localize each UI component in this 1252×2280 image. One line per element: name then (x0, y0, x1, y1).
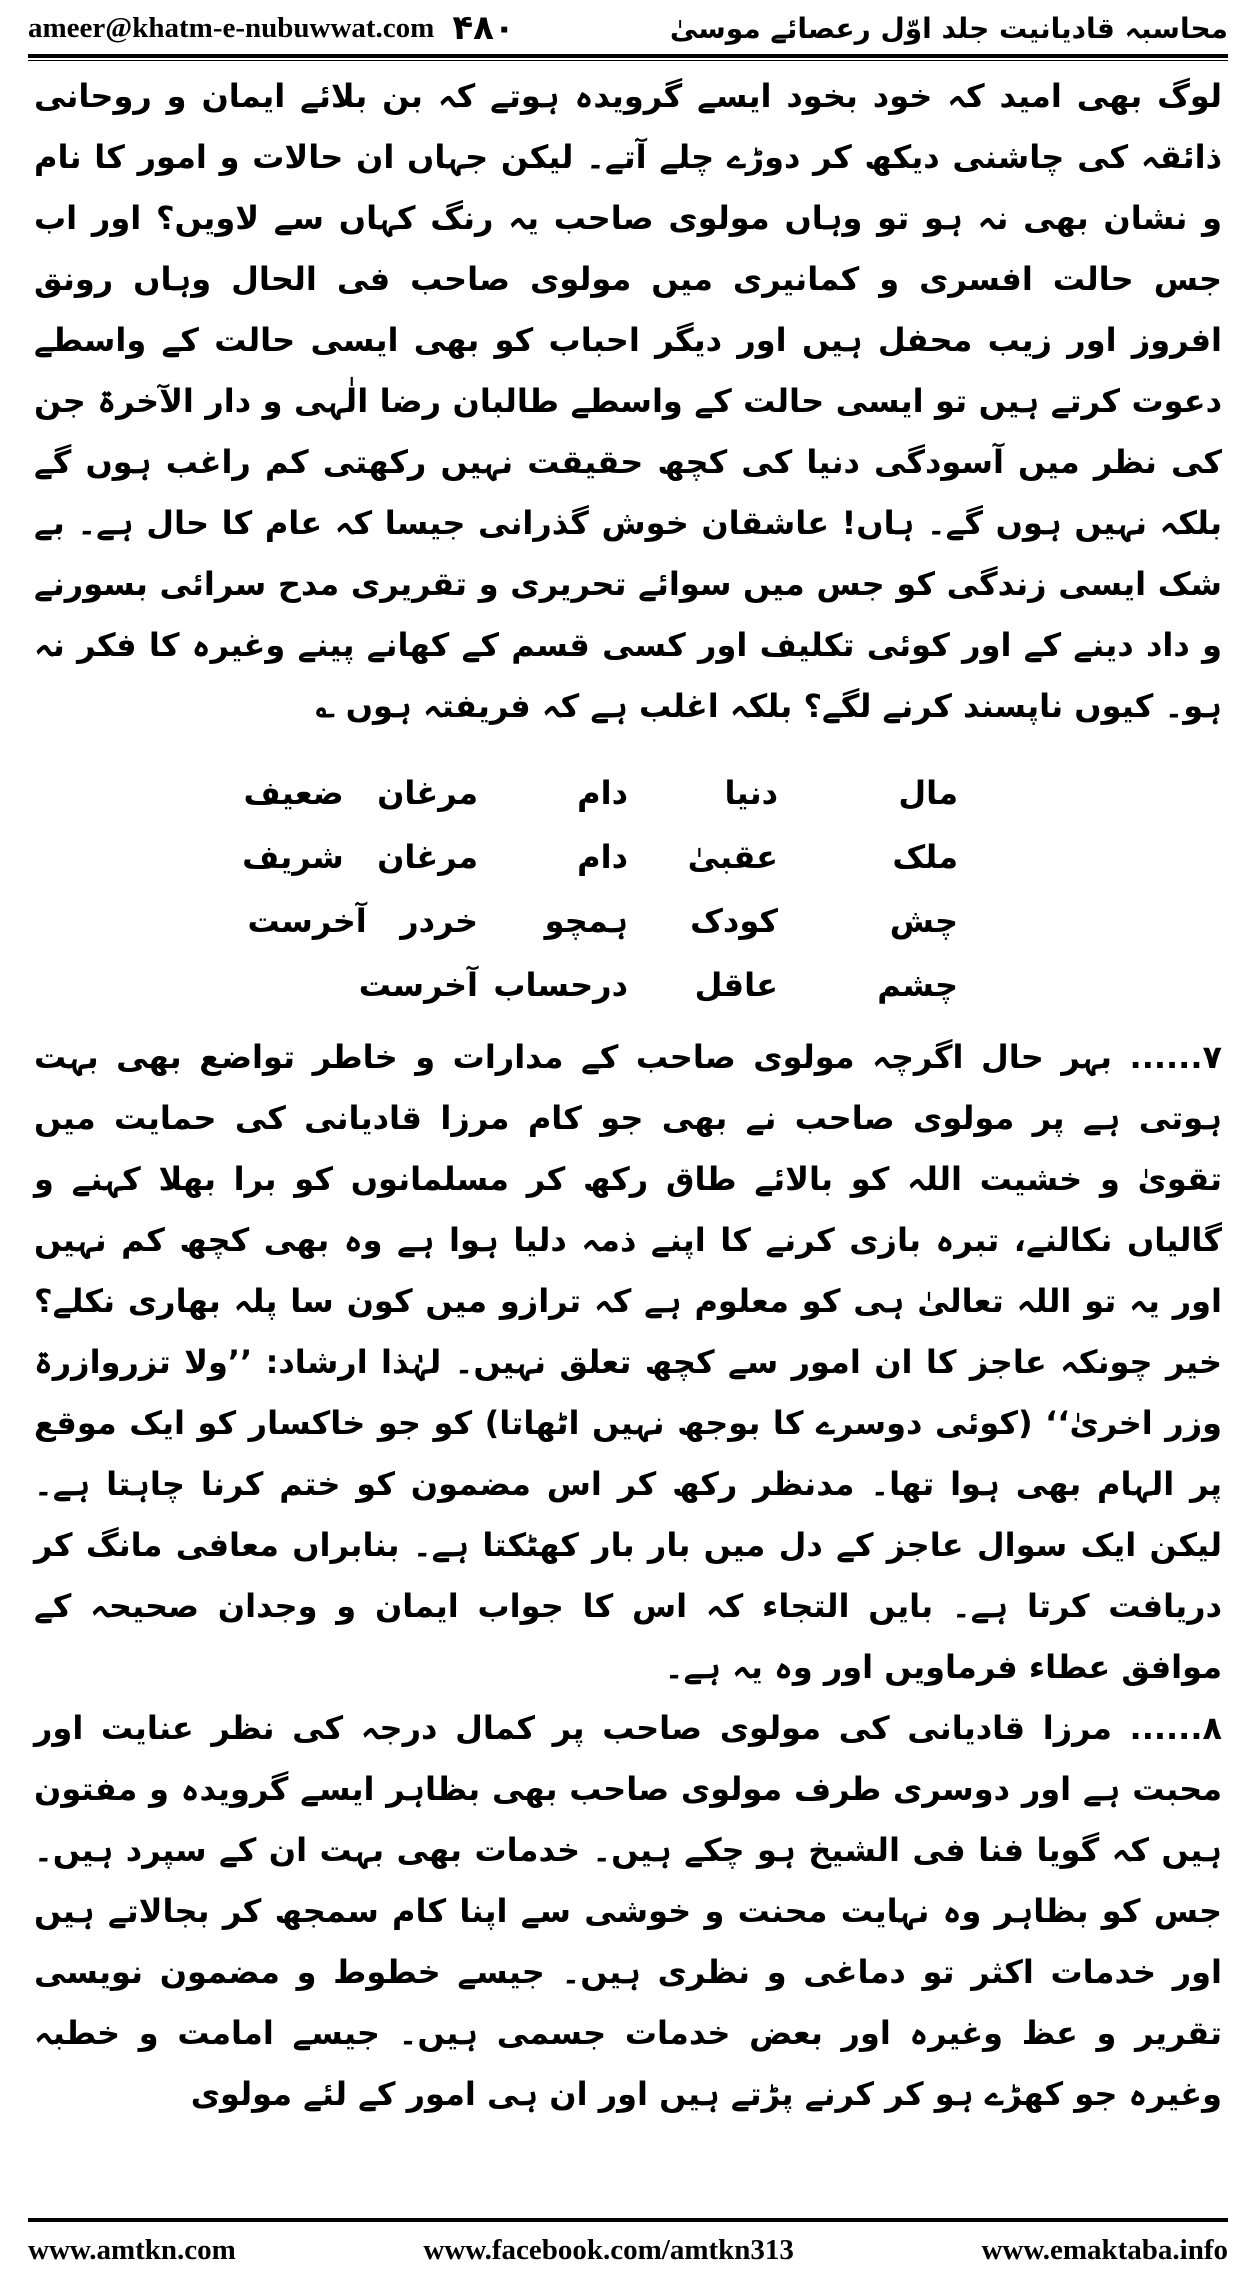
poem-word: درحساب (493, 966, 628, 1004)
header-left (28, 8, 515, 48)
poem-word: چش (889, 902, 958, 940)
poem-word: عاقل (694, 966, 778, 1004)
poem-word: مرغان شریف (242, 838, 478, 876)
poem-word: ہمچو (544, 902, 628, 940)
poem-word: عقبیٰ (687, 838, 778, 876)
paragraph-8: ۸...... مرزا قادیانی کی مولوی صاحب پر کمال درجہ کی نظر عنایت اور محبت ہے اور دوسری طرف مولوی صاحب بھی بظاہر ایسے گرویدہ و مفتون ہیں کہ گویا فنا فی الشیخ ہو چکے ہیں۔ خدمات بھی بہت ان کے سپرد ہیں۔ جس کو بظاہر وہ نہایت محنت و خوشی سے اپنا کام سمجھ کر بجالاتے ہیں اور خدمات اکثر تو دماغی و نظری ہیں۔ جیسے خطوط و مضمون نویسی تقریر و عظ وغیرہ اور بعض خدمات جسمی ہیں۔ جیسے امامت و خطبہ وغیرہ جو کھڑے ہو کر کرنے پڑتے ہیں اور ان ہی امور کے لئے مولوی (34, 1709, 1222, 2113)
poem-word: دام (577, 838, 628, 876)
page-body (34, 66, 1222, 2125)
header-divider (28, 54, 1228, 58)
paragraph-intro: لوگ بھی امید کہ خود بخود ایسے گرویدہ ہوتے کہ بن بلائے ایمان و روحانی ذائقہ کی چاشنی دیکھ کر دوڑے چلے آتے۔ لیکن جہاں ان حالات و امور کا نام و نشان بھی نہ ہو تو وہاں مولوی صاحب یہ رنگ کہاں سے لاویں؟ اور اب جس حالت افسری و کمانیری میں مولوی صاحب فی الحال وہاں رونق افروز اور زیب محفل ہیں اور دیگر احباب کو بھی ایسی حالت کے واسطے دعوت کرتے ہیں تو ایسی حالت کے واسطے طالبان رضا الٰہی و دار الآخرۃ جن کی نظر میں آسودگی دنیا کی کچھ حقیقت نہیں رکھتی کم راغب ہوں گے بلکہ نہیں ہوں گے۔ ہاں! عاشقان خوش گذرانی جیسا کہ عام کا حال ہے۔ بے شک ایسی زندگی کو جس میں سوائے تحریری و تقریری مدح سرائی بسورنے و داد دینے کے اور کوئی تکلیف اور کسی قسم کے کھانے پینے وغیرہ کا فکر نہ ہو۔ کیوں ناپسند کرنے لگے؟ بلکہ اغلب ہے کہ فریفتہ ہوں ؎ (34, 77, 1223, 725)
poem-word: مال (898, 774, 958, 812)
footer-divider (28, 2218, 1228, 2222)
header-email[interactable]: ameer@khatm-e-nubuwwat.com (28, 11, 435, 44)
poem-word: دام (577, 774, 628, 812)
paragraph-7: ۷...... بہر حال اگرچہ مولوی صاحب کے مدارات و خاطر تواضع بھی بہت ہوتی ہے پر مولوی صاحب نے بھی جو کام مرزا قادیانی کی حمایت میں تقویٰ و خشیت اللہ کو بالائے طاق رکھ کر مسلمانوں کو برا بھلا کہنے و گالیاں نکالنے، تبرہ بازی کرنے کا اپنے ذمہ دلیا ہوا ہے وہ بھی کچھ کم نہیں اور یہ تو اللہ تعالیٰ ہی کو معلوم ہے کہ ترازو میں کون سا پلہ بھاری نکلے؟ خیر چونکہ عاجز کا ان امور سے کچھ تعلق نہیں۔ لہٰذا ارشاد: ’’ولا تزروازرۃ وزر اخریٰ‘‘ (کوئی دوسرے کا بوجھ نہیں اٹھاتا) کو جو خاکسار کو ایک موقع پر الہام بھی ہوا تھا۔ مدنظر رکھ کر اس مضمون کو ختم کرنا چاہتا ہے۔ لیکن ایک سوال عاجز کے دل میں بار بار کھٹکتا ہے۔ بنابراں معافی مانگ کر دریافت کرتا ہے۔ بایں التجاء کہ اس کا جواب ایمان و وجدان صحیحہ کے موافق عطاء فرماویں اور وہ یہ ہے۔ (34, 1038, 1222, 1686)
footer-link-facebook[interactable]: www.facebook.com/amtkn313 (423, 2233, 794, 2266)
footer-link-emaktaba[interactable]: www.emaktaba.info (981, 2233, 1228, 2266)
poem-word: آخرست (358, 966, 478, 1004)
book-title: محاسبہ قادیانیت جلد اوّل رعصائے موسیٰ (669, 11, 1228, 45)
page-number: ۴۸۰ (452, 8, 515, 48)
poem-word: دنیا (724, 774, 778, 812)
page-header (28, 6, 1228, 50)
page-footer (28, 2228, 1228, 2272)
poem-word: خردر آخرست (247, 902, 478, 940)
poem-word: چشم (877, 966, 958, 1004)
footer-link-amtkn[interactable]: www.amtkn.com (28, 2233, 236, 2266)
header-divider-thin (28, 60, 1228, 61)
poem-word: ملک (892, 838, 958, 876)
poem-word: مرغان ضعیف (243, 774, 478, 812)
poem-word: کودک (690, 902, 778, 940)
poem-block (34, 761, 1222, 1017)
